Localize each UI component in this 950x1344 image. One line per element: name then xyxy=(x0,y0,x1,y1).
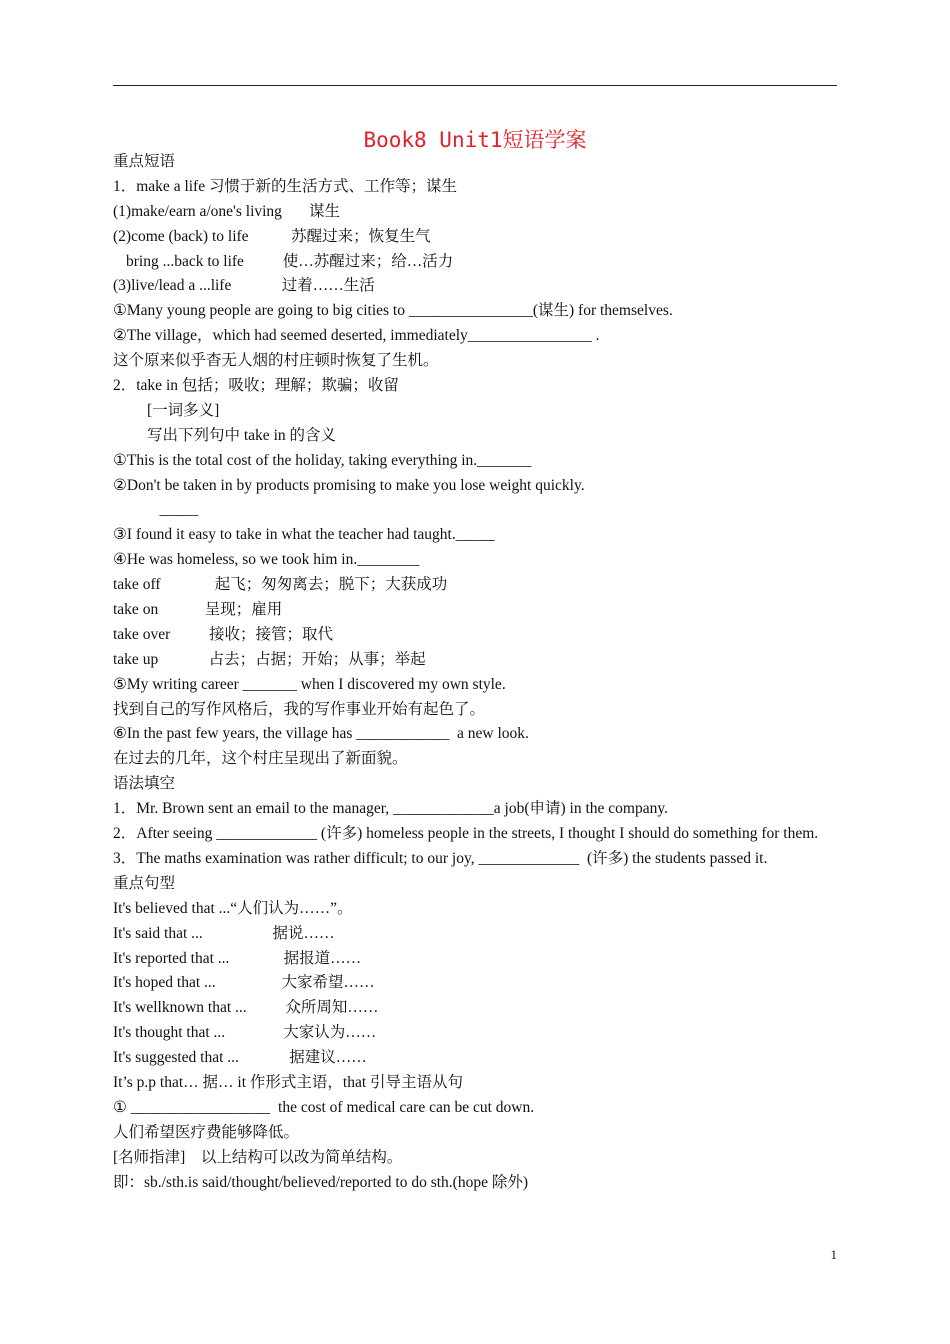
pattern-item: It's suggested that ... 据建议…… xyxy=(113,1049,367,1067)
header-rule xyxy=(113,85,837,86)
phrase-item: (2)come (back) to life 苏醒过来；恢复生气 xyxy=(113,227,431,245)
phrase-item: take off 起飞；匆匆离去；脱下；大获成功 xyxy=(113,576,448,594)
answer-blank: _____ xyxy=(113,501,199,519)
pattern-item: It’s p.p that… 据… it 作形式主语，that 引导主语从句 xyxy=(113,1073,464,1091)
teacher-note: 即：sb./sth.is said/thought/believed/reported to do sth.(hope 除外) xyxy=(113,1173,529,1191)
exercise-sentence: ⑥In the past few years, the village has ____________ a new look. xyxy=(113,725,529,743)
phrase-item: (1)make/earn a/one's living 谋生 xyxy=(113,202,341,220)
pattern-item: It's hoped that ... 大家希望…… xyxy=(113,974,375,992)
exercise-sentence: ①Many young people are going to big cities to ________________(谋生) for themselves. xyxy=(113,302,673,320)
phrase-item: 2．take in 包括；吸收；理解；欺骗；收留 xyxy=(113,377,399,395)
pattern-item: It's reported that ... 据报道…… xyxy=(113,949,362,967)
phrase-item: bring ...back to life 使…苏醒过来；给…活力 xyxy=(126,252,454,270)
translation-line: 在过去的几年，这个村庄呈现出了新面貌。 xyxy=(113,750,408,768)
document-body xyxy=(113,150,837,1195)
translation-line: 人们希望医疗费能够降低。 xyxy=(113,1123,300,1141)
exercise-sentence: 2．After seeing _____________ (许多) homeless people in the streets, I thought I should do something for them. xyxy=(113,825,819,843)
pattern-item: It's believed that ...“人们认为……”。 xyxy=(113,899,353,917)
exercise-sentence: ① __________________ the cost of medical care can be cut down. xyxy=(113,1098,535,1116)
teacher-note: [名师指津] 以上结构可以改为简单结构。 xyxy=(113,1148,403,1166)
document-title: Book8 Unit1短语学案 xyxy=(363,128,587,152)
translation-line: 找到自己的写作风格后，我的写作事业开始有起色了。 xyxy=(113,700,486,718)
exercise-sentence: ②Don't be taken in by products promising to make you lose weight quickly. xyxy=(113,476,585,494)
subheading: [一词多义] xyxy=(147,401,220,419)
instruction-line: 写出下列句中 take in 的含义 xyxy=(147,426,336,444)
exercise-sentence: ④He was homeless, so we took him in.________ xyxy=(113,551,420,569)
pattern-item: It's said that ... 据说…… xyxy=(113,924,335,942)
phrase-item: take up 占去；占据；开始；从事；举起 xyxy=(113,650,426,668)
exercise-sentence: ①This is the total cost of the holiday, taking everything in._______ xyxy=(113,451,532,469)
pattern-item: It's thought that ... 大家认为…… xyxy=(113,1024,377,1042)
exercise-sentence: ③I found it easy to take in what the teacher had taught._____ xyxy=(113,526,495,544)
section-heading-grammar: 语法填空 xyxy=(113,775,176,793)
exercise-sentence: 1．Mr. Brown sent an email to the manager, _____________a job(申请) in the company. xyxy=(113,800,668,818)
translation-line: 这个原来似乎杳无人烟的村庄顿时恢复了生机。 xyxy=(113,352,439,370)
phrase-item: take over 接收；接管；取代 xyxy=(113,625,333,643)
exercise-sentence: ⑤My writing career _______ when I discovered my own style. xyxy=(113,675,506,693)
exercise-sentence: ②The village，which had seemed deserted, immediately________________ . xyxy=(113,327,600,345)
page-number: 1 xyxy=(830,1247,837,1262)
section-heading-key-phrases: 重点短语 xyxy=(113,153,176,170)
phrase-item: 1．make a life 习惯于新的生活方式、工作等；谋生 xyxy=(113,177,457,195)
pattern-item: It's wellknown that ... 众所周知…… xyxy=(113,999,379,1017)
phrase-item: take on 呈现；雇用 xyxy=(113,601,283,619)
section-heading-sentence-patterns: 重点句型 xyxy=(113,874,176,892)
exercise-sentence: 3．The maths examination was rather difficult; to our joy, _____________ (许多) the students passed it. xyxy=(113,849,768,867)
phrase-item: (3)live/lead a ...life 过着……生活 xyxy=(113,277,375,295)
